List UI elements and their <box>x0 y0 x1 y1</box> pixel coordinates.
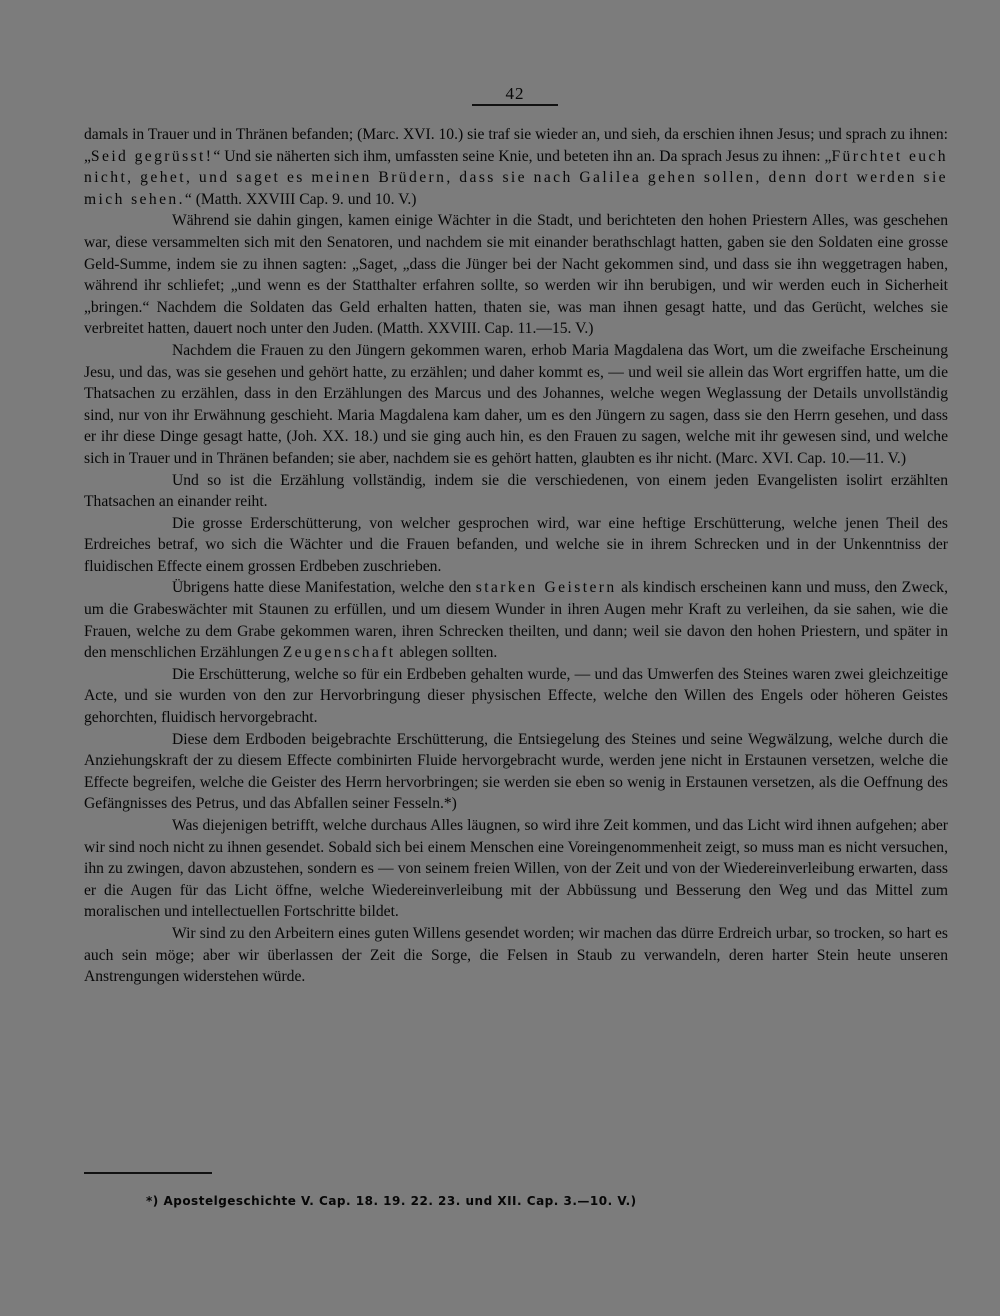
body-text <box>84 124 948 988</box>
text-run: ablegen sollten. <box>395 644 498 662</box>
paragraph <box>84 124 948 210</box>
paragraph <box>84 815 948 923</box>
text-run: Wir sind zu den Arbeitern eines guten Willens gesendet worden; wir machen das dürre Erdreich urbar, so trocken, so hart es auch sein möge; aber wir überlassen der Zeit die Sorge, die Felsen in Staub zu verwandeln, deren harter Stein heute unseren Anstrengungen widerstehen würde. <box>84 924 948 986</box>
spaced-emphasis: starken Geistern <box>475 579 617 597</box>
page-number-rule <box>472 104 558 106</box>
text-run: Und so ist die Erzählung vollständig, indem sie die verschiedenen, von einem jeden Evangelisten isolirt erzählten Thatsachen an einander reiht. <box>84 471 948 511</box>
paragraph <box>84 923 948 988</box>
paragraph <box>84 210 948 340</box>
text-run: Diese dem Erdboden beigebrachte Erschütterung, die Entsiegelung des Steines und seine Wegwälzung, welche durch die Anziehungskraft der zu diesem Effecte combinirten Fluide hervorgebracht wurde, werden jene nicht in Erstaunen versetzen, welche die Effecte begreifen, welche die Geister des Herrn hervorbringen; sie werden sie eben so wenig in Erstaunen versetzen, als die Oeffnung des Gefängnisses des Petrus, und das Abfallen seiner Fesseln.*) <box>84 730 948 813</box>
text-run: Während sie dahin gingen, kamen einige Wächter in die Stadt, und berichteten den hohen Priestern Alles, was geschehen war, diese versammelten sich mit den Senatoren, und nachdem sie mit einander berathschlagt hatten, gaben sie den Soldaten eine grosse Geld-Summe, indem sie zu ihnen sagten: „Saget, „dass die Jünger bei der Nacht gekommen sind, und dass sie ihn weggetragen haben, während ihr schliefet; „und wenn es der Statthalter erfahren sollte, so werden wir ihn berubigen, und wir werden euch in Sicherheit „bringen.“ Nachdem die Soldaten das Geld erhalten hatten, thaten sie, was man ihnen gesagt hatte, und das Gerücht, welches sie verbreitet hatten, dauert noch unter den Juden. (Matth. XXVIII. Cap. 11.—15. V.) <box>84 212 948 338</box>
text-run: Nachdem die Frauen zu den Jüngern gekommen waren, erhob Maria Magdalena das Wort, um die zweifache Erscheinung Jesu, und das, was sie gesehen und gehört hatte, zu erzählen; und daher kommt es, — und weil sie allein das Wort ergriffen hatte, um die Thatsachen zu erzählen, dass in den Erzählungen des Marcus und des Johannes, welche wegen Weglassung der Details unvollständig sind, nur von ihr Erwähnung geschieht. Maria Magdalena kam daher, um es den Jüngern zu sagen, dass sie den Herrn gesehen, und dass er ihr diese Dinge gesagt hatte, (Joh. XX. 18.) und sie ging auch hin, es den Frauen zu sagen, welche mit ihr gewesen sind, und welche sich in Trauer und in Thränen befanden; sie aber, nachdem sie es gehört hatten, glaubten es ihr nicht. (Marc. XVI. Cap. 10.—11. V.) <box>84 341 948 467</box>
footnote: *) Apostelgeschichte V. Cap. 18. 19. 22. 23. und XII. Cap. 3.—10. V.) <box>146 1194 637 1208</box>
paragraph <box>84 729 948 815</box>
page-number: 42 <box>505 84 525 103</box>
text-run: Die Erschütterung, welche so für ein Erdbeben gehalten wurde, — und das Umwerfen des Steines waren zwei gleichzeitige Acte, und sie wurden von den zur Hervorbringung dieser physischen Effecte, welche den Willen des Engels oder höheren Geistes gehorchten, fluidisch hervorgebracht. <box>84 665 948 727</box>
spaced-emphasis: Fürchtet euch nicht, gehet, und saget es meinen Brüdern, dass sie nach Galilea gehen sollen, denn dort werden sie mich sehen. <box>84 147 948 208</box>
text-run: damals in Trauer und in Thränen befanden; (Marc. XVI. 10.) sie traf sie wieder an, und sieh, da erschien ihnen Jesus; und sprach zu ihnen: „ <box>84 126 948 165</box>
spaced-emphasis: Seid gegrüsst! <box>90 147 214 165</box>
paragraph <box>84 340 948 470</box>
text-run: Was diejenigen betrifft, welche durchaus Alles läugnen, so wird ihre Zeit kommen, und das Licht wird ihnen aufgehen; aber wir sind noch nicht zu ihnen gesendet. Sobald sich bei einem Menschen eine Voreingenommenheit zeigt, so muss man es nicht versuchen, ihn zu zwingen, davon abzustehen, sondern es — von seinem freien Willen, von der Zeit und von der Wiedereinverleibung erwarten, dass er die Augen für das Licht öffne, welche Wiedereinverleibung mit der Abbüssung und Besserung den Weg und das Mittel zum moralischen und intellectuellen Fortschritte bildet. <box>84 817 948 921</box>
text-run: “ Und sie näherten sich ihm, umfassten seine Knie, und beteten ihn an. Da sprach Jesus zu ihnen: „ <box>213 147 832 165</box>
footnote-rule <box>84 1172 212 1174</box>
paragraph <box>84 470 948 513</box>
text-run: “ (Matth. XXVIII Cap. 9. und 10. V.) <box>184 190 417 208</box>
paragraph <box>84 664 948 729</box>
text-run: als kindisch erscheinen kann und muss, den Zweck, um die Grabeswächter mit Staunen zu erfüllen, und um diesem Wunder in ihren Augen mehr Kraft zu verleihen, da sie sahen, wie die Frauen, welche zu dem Grabe gekommen waren, ihren Schrecken theilten, und dann; weil sie davon den hohen Priestern, und später in den menschlichen Erzählungen <box>84 579 949 662</box>
spaced-emphasis: Zeugenschaft <box>282 644 396 662</box>
paragraph <box>84 513 948 578</box>
paragraph <box>84 577 948 663</box>
text-run: Die grosse Erderschütterung, von welcher gesprochen wird, war eine heftige Erschütterung, welche jenen Theil des Erdreiches betraf, wo sich die Wächter und die Frauen befanden, und welche sie in ihrem Schrecken und in der Unkenntniss der fluidischen Effecte einem grossen Erdbeben zuschrieben. <box>84 514 948 575</box>
text-run: Übrigens hatte diese Manifestation, welche den <box>172 579 476 597</box>
